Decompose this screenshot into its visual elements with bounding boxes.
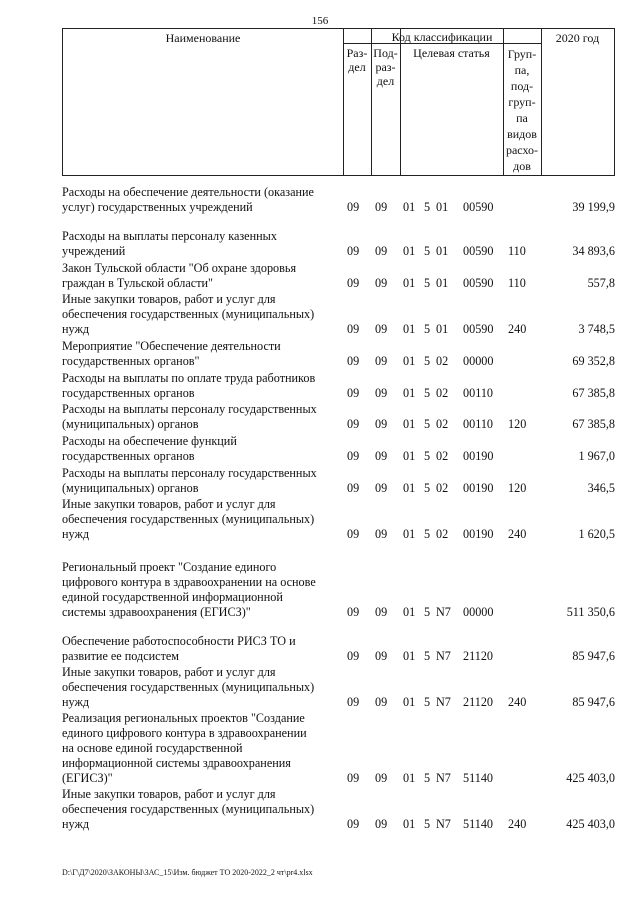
row-codes — [62, 417, 615, 432]
row-codes — [62, 771, 615, 786]
amount-2020: 85 947,6 — [572, 649, 615, 663]
code-subprogram: 5 — [424, 695, 431, 709]
code-program: 01 — [403, 354, 416, 368]
code-expense-type: 240 — [508, 322, 527, 336]
code-measure: N7 — [436, 695, 451, 709]
code-razdel: 09 — [347, 322, 360, 336]
code-podrazdel: 09 — [375, 354, 388, 368]
amount-2020: 69 352,8 — [572, 354, 615, 368]
table-header — [62, 28, 615, 176]
code-podrazdel: 09 — [375, 417, 388, 431]
row-name: Иные закупки товаров, работ и услуг для обеспечения государственных (муниципальных) нужд — [62, 787, 315, 831]
row-name: Расходы на выплаты персоналу государственных (муниципальных) органов — [62, 466, 317, 495]
code-expense-type: 120 — [508, 481, 527, 495]
code-direction: 00590 — [463, 322, 494, 336]
code-direction: 00590 — [463, 276, 494, 290]
code-podrazdel: 09 — [375, 200, 388, 214]
code-subprogram: 5 — [424, 322, 431, 336]
row-codes — [62, 386, 615, 401]
code-program: 01 — [403, 605, 416, 619]
table-row — [62, 665, 615, 710]
row-codes — [62, 276, 615, 291]
code-podrazdel: 09 — [375, 817, 388, 831]
table-row — [62, 292, 615, 337]
code-measure: 01 — [436, 244, 449, 258]
code-razdel: 09 — [347, 527, 360, 541]
code-program: 01 — [403, 817, 416, 831]
row-codes — [62, 322, 615, 337]
amount-2020: 67 385,8 — [572, 386, 615, 400]
row-codes — [62, 695, 615, 710]
amount-2020: 1 620,5 — [578, 527, 615, 541]
code-program: 01 — [403, 244, 416, 258]
row-name: Иные закупки товаров, работ и услуг для обеспечения государственных (муниципальных) нужд — [62, 497, 315, 541]
code-expense-type: 240 — [508, 527, 527, 541]
footer-file-path: D:\Г\Д7\2020\ЗАКОНЫ\ЗАС_15\Изм. бюджет ТО 2020-2022_2 чт\pr4.xlsx — [62, 868, 313, 877]
row-codes — [62, 649, 615, 664]
code-expense-type: 120 — [508, 417, 527, 431]
row-name: Расходы на выплаты персоналу казенных учреждений — [62, 229, 277, 258]
code-subprogram: 5 — [424, 605, 431, 619]
code-razdel: 09 — [347, 276, 360, 290]
code-program: 01 — [403, 771, 416, 785]
code-podrazdel: 09 — [375, 244, 388, 258]
code-subprogram: 5 — [424, 817, 431, 831]
code-measure: 02 — [436, 449, 449, 463]
header-divider — [541, 29, 542, 175]
row-name: Обеспечение работоспособности РИСЗ ТО и развитие ее подсистем — [62, 634, 296, 663]
row-codes — [62, 449, 615, 464]
amount-2020: 34 893,6 — [572, 244, 615, 258]
table-row — [62, 229, 615, 259]
row-name: Расходы на выплаты по оплате труда работников государственных органов — [62, 371, 316, 400]
amount-2020: 346,5 — [587, 481, 615, 495]
row-name: Реализация региональных проектов "Создание единого цифрового контура в здравоохранении на основе единой государственной информационной системы здравоохранения (ЕГИСЗ)" — [62, 711, 307, 785]
code-podrazdel: 09 — [375, 527, 388, 541]
code-razdel: 09 — [347, 649, 360, 663]
code-podrazdel: 09 — [375, 481, 388, 495]
code-direction: 00190 — [463, 481, 494, 495]
amount-2020: 511 350,6 — [566, 605, 615, 619]
code-direction: 00000 — [463, 354, 494, 368]
code-razdel: 09 — [347, 481, 360, 495]
row-codes — [62, 605, 615, 620]
code-measure: 01 — [436, 322, 449, 336]
code-razdel: 09 — [347, 771, 360, 785]
code-subprogram: 5 — [424, 276, 431, 290]
row-name: Региональный проект "Создание единого цифрового контура в здравоохранении на основе единой государственной информационной системы здравоохранения (ЕГИСЗ)" — [62, 560, 316, 619]
code-razdel: 09 — [347, 417, 360, 431]
code-direction: 51140 — [463, 771, 494, 785]
table-row — [62, 371, 615, 401]
table-row — [62, 185, 615, 215]
code-direction: 00590 — [463, 200, 494, 214]
code-expense-type: 240 — [508, 817, 527, 831]
table-row — [62, 466, 615, 496]
amount-2020: 85 947,6 — [572, 695, 615, 709]
code-subprogram: 5 — [424, 481, 431, 495]
code-measure: 02 — [436, 527, 449, 541]
code-subprogram: 5 — [424, 771, 431, 785]
code-program: 01 — [403, 200, 416, 214]
code-razdel: 09 — [347, 386, 360, 400]
code-razdel: 09 — [347, 449, 360, 463]
code-program: 01 — [403, 649, 416, 663]
row-codes — [62, 200, 615, 215]
header-razdel: Раз- дел — [346, 46, 368, 74]
page-number: 156 — [311, 15, 329, 27]
code-subprogram: 5 — [424, 527, 431, 541]
code-razdel: 09 — [347, 695, 360, 709]
code-direction: 00190 — [463, 527, 494, 541]
amount-2020: 67 385,8 — [572, 417, 615, 431]
row-name: Закон Тульской области "Об охране здоровья граждан в Тульской области" — [62, 261, 297, 290]
table-row — [62, 497, 615, 542]
code-subprogram: 5 — [424, 417, 431, 431]
amount-2020: 1 967,0 — [578, 449, 615, 463]
header-classification: Код классификации — [391, 30, 493, 44]
code-expense-type: 110 — [508, 276, 526, 290]
code-program: 01 — [403, 276, 416, 290]
code-podrazdel: 09 — [375, 386, 388, 400]
code-direction: 00110 — [463, 386, 494, 400]
code-direction: 00190 — [463, 449, 494, 463]
code-razdel: 09 — [347, 817, 360, 831]
table-body — [62, 185, 615, 832]
code-direction: 00000 — [463, 605, 494, 619]
code-direction: 00110 — [463, 417, 494, 431]
code-program: 01 — [403, 695, 416, 709]
code-razdel: 09 — [347, 354, 360, 368]
header-target-article: Целевая статья — [413, 46, 490, 60]
table-row — [62, 434, 615, 464]
amount-2020: 3 748,5 — [578, 322, 615, 336]
table-row — [62, 261, 615, 291]
code-program: 01 — [403, 481, 416, 495]
row-name: Иные закупки товаров, работ и услуг для обеспечения государственных (муниципальных) нужд — [62, 292, 315, 336]
code-direction: 51140 — [463, 817, 494, 831]
row-name: Расходы на обеспечение деятельности (оказание услуг) государственных учреждений — [62, 185, 314, 214]
code-measure: N7 — [436, 649, 451, 663]
code-subprogram: 5 — [424, 200, 431, 214]
code-podrazdel: 09 — [375, 695, 388, 709]
code-razdel: 09 — [347, 200, 360, 214]
header-year: 2020 год — [555, 31, 600, 45]
code-expense-type: 240 — [508, 695, 527, 709]
table-row — [62, 787, 615, 832]
code-measure: 01 — [436, 200, 449, 214]
code-measure: 02 — [436, 481, 449, 495]
code-podrazdel: 09 — [375, 771, 388, 785]
code-subprogram: 5 — [424, 449, 431, 463]
code-measure: 02 — [436, 354, 449, 368]
code-subprogram: 5 — [424, 386, 431, 400]
code-measure: 01 — [436, 276, 449, 290]
row-codes — [62, 354, 615, 369]
row-codes — [62, 527, 615, 542]
table-row — [62, 402, 615, 432]
amount-2020: 425 403,0 — [566, 817, 615, 831]
code-direction: 00590 — [463, 244, 494, 258]
row-codes — [62, 481, 615, 496]
code-direction: 21120 — [463, 649, 494, 663]
code-podrazdel: 09 — [375, 605, 388, 619]
row-name: Иные закупки товаров, работ и услуг для обеспечения государственных (муниципальных) нужд — [62, 665, 315, 709]
code-measure: N7 — [436, 771, 451, 785]
code-subprogram: 5 — [424, 649, 431, 663]
table-row — [62, 634, 615, 664]
code-program: 01 — [403, 417, 416, 431]
code-measure: N7 — [436, 817, 451, 831]
amount-2020: 425 403,0 — [566, 771, 615, 785]
code-measure: 02 — [436, 417, 449, 431]
amount-2020: 39 199,9 — [572, 200, 615, 214]
header-name: Наименование — [165, 31, 241, 45]
table-row — [62, 711, 615, 786]
row-codes — [62, 817, 615, 832]
code-razdel: 09 — [347, 244, 360, 258]
code-measure: 02 — [436, 386, 449, 400]
code-podrazdel: 09 — [375, 322, 388, 336]
header-group: Груп- па, под- груп- па видов расхо- дов — [505, 47, 539, 173]
row-name: Расходы на выплаты персоналу государственных (муниципальных) органов — [62, 402, 317, 431]
code-podrazdel: 09 — [375, 449, 388, 463]
code-direction: 21120 — [463, 695, 494, 709]
amount-2020: 557,8 — [587, 276, 615, 290]
code-razdel: 09 — [347, 605, 360, 619]
code-program: 01 — [403, 386, 416, 400]
header-podrazdel: Под- раз- дел — [373, 46, 398, 88]
code-subprogram: 5 — [424, 244, 431, 258]
row-codes — [62, 244, 615, 259]
code-podrazdel: 09 — [375, 649, 388, 663]
table-row — [62, 560, 615, 620]
code-program: 01 — [403, 527, 416, 541]
code-program: 01 — [403, 449, 416, 463]
code-podrazdel: 09 — [375, 276, 388, 290]
code-measure: N7 — [436, 605, 451, 619]
code-expense-type: 110 — [508, 244, 526, 258]
row-name: Мероприятие "Обеспечение деятельности государственных органов" — [62, 339, 281, 368]
table-row — [62, 339, 615, 369]
code-subprogram: 5 — [424, 354, 431, 368]
code-program: 01 — [403, 322, 416, 336]
row-name: Расходы на обеспечение функций государственных органов — [62, 434, 237, 463]
